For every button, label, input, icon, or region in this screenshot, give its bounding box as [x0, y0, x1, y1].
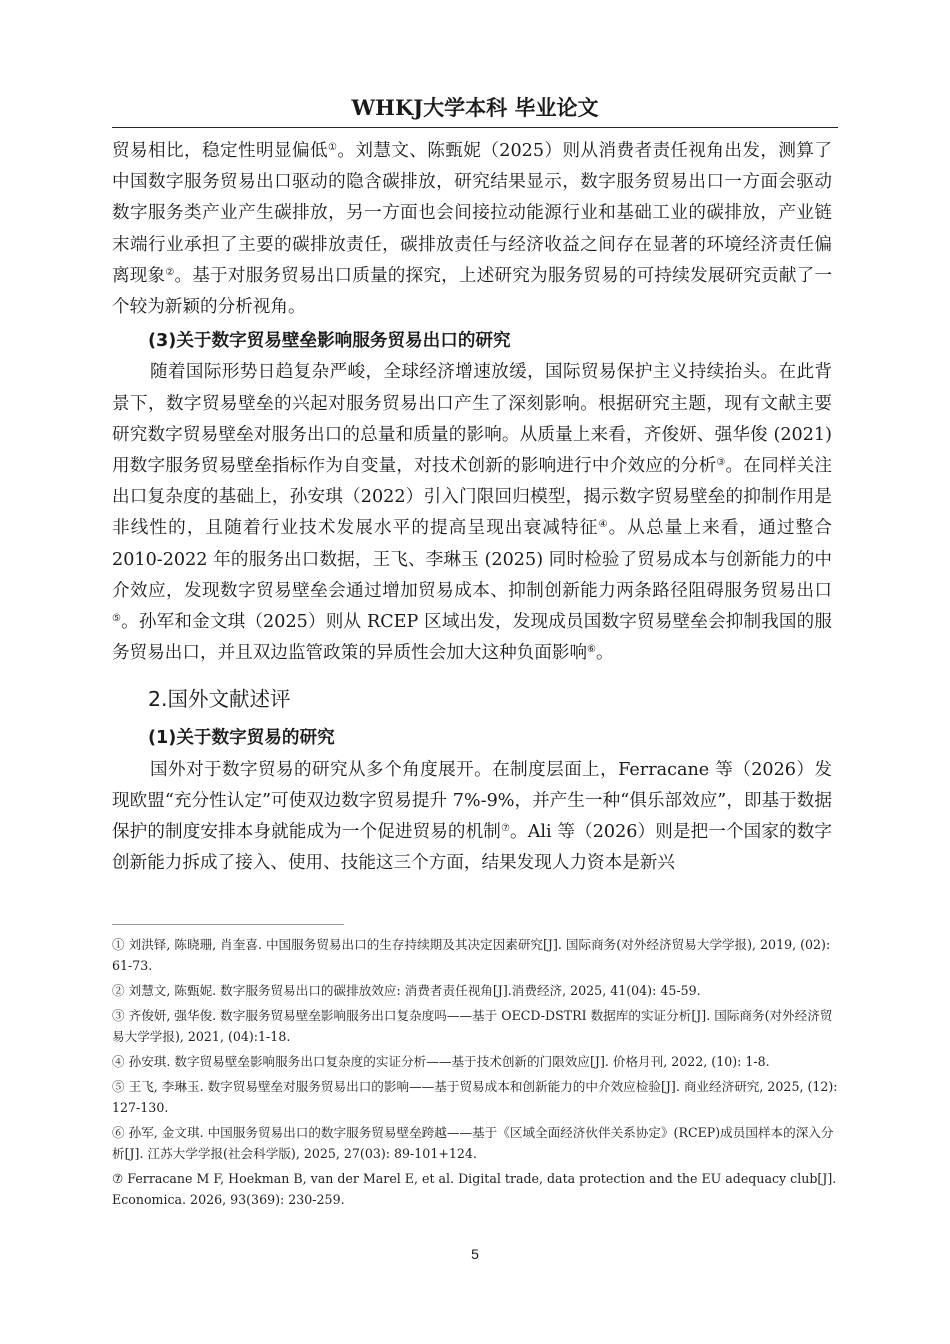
body-text [112, 136, 832, 879]
footnote-marker-2[interactable]: ② [165, 266, 175, 278]
footnote-item: ③ 齐俊妍, 强华俊. 数字服务贸易壁垒影响服务出口复杂度吗——基于 OECD-DSTRI 数据库的实证分析[J]. 国际商务(对外经济贸易大学学报), 2021, (04):1-18. [112, 1008, 833, 1044]
footnote-marker-5[interactable]: ⑤ [112, 613, 122, 625]
subsection-heading-1: (1)关于数字贸易的研究 [148, 728, 335, 749]
paragraph-3: 国外对于数字贸易的研究从多个角度展开。在制度层面上，Ferracane 等（2026）发现欧盟“充分性认定”可使双边数字贸易提升 7%-9%，并产生一种“俱乐部效应”，即基于数据保护的制度安排本身就能成为一个促进贸易的机制⑦。Ali 等（2026）则是把一个国家的数字创新能力拆成了接入、使用、技能这三个方面，结果发现人力资本是新兴 [112, 759, 832, 874]
paragraph-2: 随着国际形势日趋复杂严峻，全球经济增速放缓，国际贸易保护主义持续抬头。在此背景下，数字贸易壁垒的兴起对服务贸易出口产生了深刻影响。根据研究主题，现有文献主要研究数字贸易壁垒对服务出口的总量和质量的影响。从质量上来看，齐俊妍、强华俊 (2021)用数字服务贸易壁垒指标作为自变量，对技术创新的影响进行中介效应的分析③。在同样关注出口复杂度的基础上，孙安琪（2022）引入门限回归模型，揭示数字贸易壁垒的抑制作用是非线性的，且随着行业技术发展水平的提高呈现出衰减特征④。从总量上来看，通过整合 2010-2022 年的服务出口数据，王飞、李琳玉 (2025) 同时检验了贸易成本与创新能力的中介效应，发现数字贸易壁垒会通过增加贸易成本、抑制创新能力两条路径阻碍服务贸易出口⑤。孙军和金文琪（2025）则从 RCEP 区域出发，发现成员国数字贸易壁垒会抑制我国的服务贸易出口，并且双边监管政策的异质性会加大这种负面影响⑥。 [112, 362, 833, 664]
footnote-item: ⑦ Ferracane M F, Hoekman B, van der Marel E, et al. Digital trade, data protection and the EU adequacy club[J]. Economica. 2026, 93(369): 230-259. [112, 1171, 837, 1207]
page-header-title: WHKJ大学本科 毕业论文 [351, 95, 599, 120]
subsection-heading-3: (3)关于数字贸易壁垒影响服务贸易出口的研究 [148, 331, 511, 352]
paragraph-1: 贸易相比，稳定性明显偏低①。刘慧文、陈甄妮（2025）则从消费者责任视角出发，测算了中国数字服务贸易出口驱动的隐含碳排放，研究结果显示，数字服务贸易出口一方面会驱动数字服务类产业产生碳排放，另一方面也会间接拉动能源行业和基础工业的碳排放，产业链末端行业承担了主要的碳排放责任，碳排放责任与经济收益之间存在显著的环境经济责任偏离现象②。基于对服务贸易出口质量的探究，上述研究为服务贸易的可持续发展研究贡献了一个较为新颖的分析视角。 [112, 141, 832, 318]
footnote-item: ① 刘洪铎, 陈晓珊, 肖奎喜. 中国服务贸易出口的生存持续期及其决定因素研究[J]. 国际商务(对外经济贸易大学学报), 2019, (02): 61-73. [112, 937, 831, 973]
footnote-item: ② 刘慧文, 陈甄妮. 数字服务贸易出口的碳排放效应: 消费者责任视角[J].消费经济, 2025, 41(04): 45-59. [112, 983, 701, 998]
footnote-marker-6[interactable]: ⑥ [587, 644, 597, 656]
footnote-marker-1[interactable]: ① [327, 142, 338, 153]
footnote-marker-7[interactable]: ⑦ [500, 823, 511, 835]
footnote-marker-4[interactable]: ④ [598, 519, 609, 531]
header-rule [112, 127, 838, 128]
footnote-item: ④ 孙安琪. 数字贸易壁垒影响服务出口复杂度的实证分析——基于技术创新的门限效应[J]. 价格月刊, 2022, (10): 1-8. [112, 1054, 770, 1069]
footnote-separator [112, 924, 344, 925]
section-heading-2: 2.国外文献述评 [148, 687, 291, 712]
footnotes [112, 934, 838, 1214]
footnote-marker-3[interactable]: ③ [716, 457, 726, 469]
footnote-item: ⑥ 孙军, 金文琪. 中国服务贸易出口的数字服务贸易壁垒跨越——基于《区域全面经济伙伴关系协定》(RCEP)成员国样本的深入分析[J]. 江苏大学学报(社会科学版), 2025, 27(03): 89-101+124. [112, 1125, 834, 1161]
page-number: 5 [471, 1246, 479, 1262]
footnote-item: ⑤ 王飞, 李琳玉. 数字贸易壁垒对服务贸易出口的影响——基于贸易成本和创新能力的中介效应检验[J]. 商业经济研究, 2025, (12): 127-130. [112, 1079, 838, 1115]
